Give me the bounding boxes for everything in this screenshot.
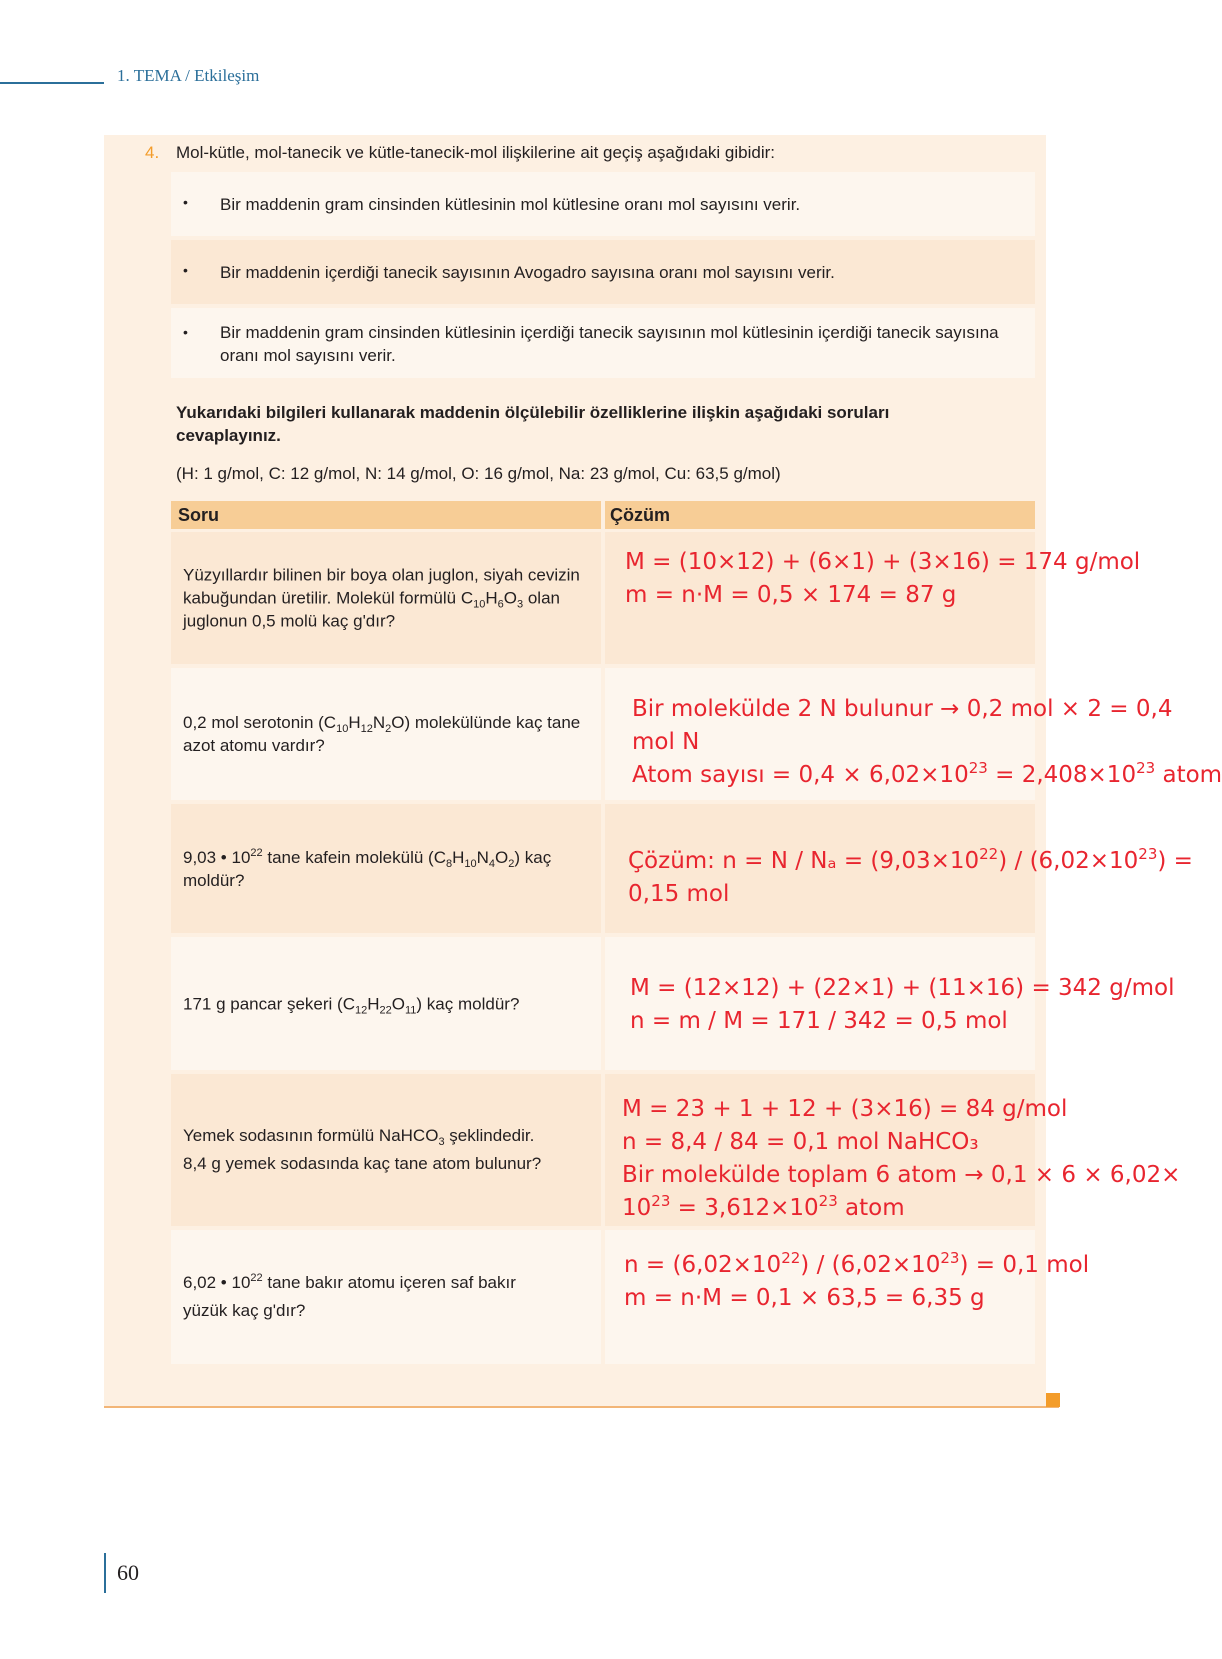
page-number-rule: [104, 1553, 106, 1593]
question-number: 4.: [145, 143, 160, 162]
molar-mass-list: (H: 1 g/mol, C: 12 g/mol, N: 14 g/mol, O: 16 g/mol, Na: 23 g/mol, Cu: 63,5 g/mol): [176, 464, 781, 483]
row-question: 0,2 mol serotonin $(C_{10}H_{12}N_2O)$ molekülünde kaç tane azot atomu vardır?: [183, 713, 581, 755]
row-question: 6,02 • $10^{22}$ tane bakır atomu içeren saf bakır yüzük kaç g'dır?: [183, 1272, 516, 1320]
row-question: Yemek sodasının formülü NaHCO$_3$ şeklindedir. 8,4 g yemek sodasında kaç tane atom bulunur?: [183, 1126, 542, 1173]
table-header-question: Soru: [171, 501, 601, 529]
table-question-cell: [171, 804, 601, 933]
bullet-icon: •: [183, 262, 188, 278]
bullet-icon: •: [183, 194, 188, 210]
handwritten-answer: M = (12×12) + (22×1) + (11×16) = 342 g/mol n = m / M = 171 / 342 = 0,5 mol: [630, 975, 1175, 1034]
panel-corner-marker: [1046, 1393, 1060, 1407]
instruction-text: Yukarıdaki bilgileri kullanarak maddenin ölçülebilir özelliklerine ilişkin aşağıdaki soruları cevaplayınız.: [176, 403, 890, 445]
table-question-cell: [171, 1074, 601, 1226]
handwritten-answer: Bir molekülde 2 N bulunur → 0,2 mol × 2 = 0,4 mol N Atom sayısı = $0,4 \times 6,02\times 10^{23} = 2,408\times 10^{23}$ atom: [632, 696, 1222, 788]
bullet-icon: •: [183, 324, 188, 340]
panel-bottom-rule: [104, 1406, 1059, 1408]
handwritten-answer: Çözüm: $n = N / N_a = (9,03\times 10^{22}) / (6,02\times 10^{23})$ = 0,15 mol: [628, 845, 1193, 907]
table-question-cell: [171, 532, 601, 664]
table-question-cell: [171, 668, 601, 800]
handwritten-answer: M = 23 + 1 + 12 + (3×16) = 84 g/mol n = 8,4 / 84 = 0,1 mol NaHCO₃ Bir molekülde toplam 6 atom → 0,1 × 6 × 6,02× $10^{23} = 3,612\times 10^{23}$ atom: [622, 1096, 1181, 1221]
bullet-item: [171, 308, 1035, 378]
handwritten-answer: M = (10×12) + (6×1) + (3×16) = 174 g/mol m = n·M = 0,5 × 174 = 87 g: [625, 549, 1141, 608]
table-question-cell: [171, 1230, 601, 1364]
header-rule: [0, 82, 104, 84]
table-question-cell: [171, 937, 601, 1070]
row-question: Yüzyıllardır bilinen bir boya olan juglon, siyah cevizin kabuğundan üretilir. Molekül formülü $C_{10}H_6O_3$ olan juglonun 0,5 molü kaç g'dır?: [183, 565, 580, 631]
table-header-solution: Çözüm: [605, 501, 1035, 529]
bullet-text: Bir maddenin gram cinsinden kütlesinin mol kütlesine oranı mol sayısını verir.: [220, 195, 801, 214]
row-question: 171 g pancar şekeri $(C_{12}H_{22}O_{11})$ kaç moldür?: [183, 994, 520, 1016]
row-question: 9,03 • $10^{22}$ tane kafein molekülü $(C_8H_{10}N_4O_2)$ kaç moldür?: [183, 846, 552, 890]
handwritten-answer: $n = (6,02\times 10^{22}) / (6,02\times 10^{23}) = 0,1$ mol m = n·M = 0,1 × 63,5 = 6,35 g: [624, 1249, 1090, 1311]
bullet-text: Bir maddenin gram cinsinden kütlesinin içerdiği tanecik sayısının mol kütlesinin içerdiği tanecik sayısına oranı mol sayısını verir.: [220, 323, 999, 365]
chapter-title: 1. TEMA / Etkileşim: [117, 66, 260, 85]
bullet-item: [171, 240, 1035, 304]
page-number: 60: [117, 1560, 139, 1585]
question-text: Mol-kütle, mol-tanecik ve kütle-tanecik-mol ilişkilerine ait geçiş aşağıdaki gibidir:: [176, 143, 776, 162]
bullet-text: Bir maddenin içerdiği tanecik sayısının Avogadro sayısına oranı mol sayısını verir.: [220, 263, 835, 282]
bullet-item: [171, 172, 1035, 236]
